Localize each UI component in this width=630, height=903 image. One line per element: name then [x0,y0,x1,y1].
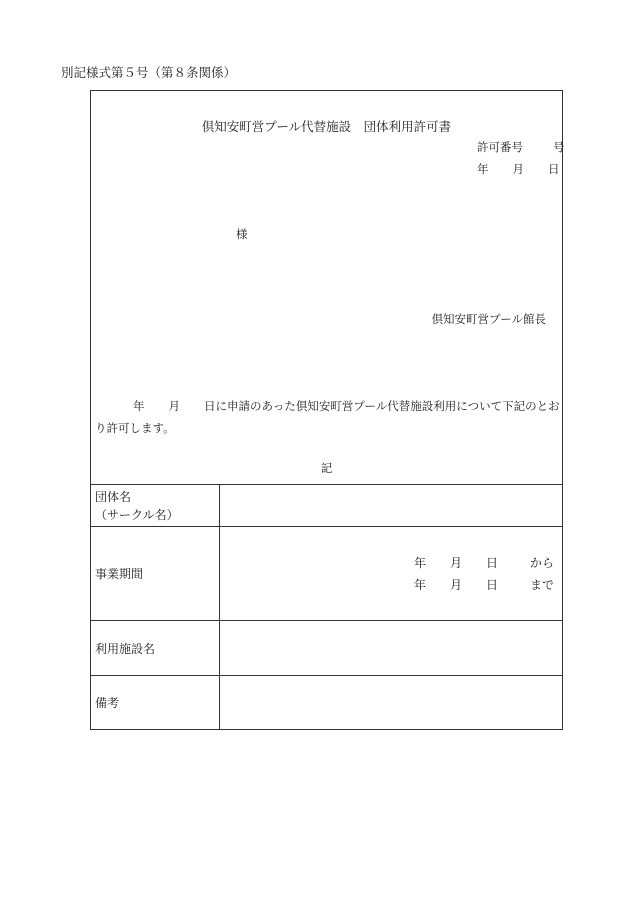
group-name-label-line1: 団体名 [95,489,132,504]
period-to-day: 日 [485,577,498,592]
statement-month: 月 [168,399,180,413]
notes-label: 備考 [91,676,220,730]
period-to [224,574,558,596]
issue-month: 月 [512,162,524,176]
period-from-month: 月 [449,555,462,570]
ki-heading: 記 [320,461,333,475]
facility-row [91,621,563,676]
statement-text: 日に申請のあった倶知安町営プール代替施設利用について下記のとおり許可します。 [95,399,560,435]
issue-year: 年 [477,162,489,176]
issue-date [477,164,560,176]
permit-form [90,90,563,730]
group-name-row [91,485,563,527]
period-label: 事業期間 [91,527,220,621]
period-from-year: 年 [413,555,426,570]
period-from [224,552,558,574]
addressee-suffix: 様 [236,227,248,241]
statement-year: 年 [133,399,145,413]
permit-number-label: 許可番号 [477,140,523,154]
period-to-year: 年 [413,577,426,592]
period-from-day: 日 [485,555,498,570]
group-name-value [220,485,563,527]
notes-value [220,676,563,730]
issue-day: 日 [548,162,560,176]
period-from-suffix: から [529,555,554,570]
notes-row [91,676,563,730]
form-reference: 別記様式第５号（第８条関係） [61,65,237,80]
period-to-month: 月 [449,577,462,592]
period-to-suffix: まで [529,577,554,592]
period-row [91,527,563,621]
document-title: 倶知安町営プール代替施設 団体利用許可書 [201,119,452,134]
group-name-label [91,485,220,527]
permit-details-table [90,484,563,730]
facility-label: 利用施設名 [91,621,220,676]
permit-number [477,142,565,154]
facility-value [220,621,563,676]
issuer: 倶知安町営プール館長 [431,312,546,326]
permit-statement [91,395,564,439]
group-name-label-line2: （サークル名） [95,507,179,522]
period-value [220,527,563,621]
permit-number-unit: 号 [553,140,565,154]
